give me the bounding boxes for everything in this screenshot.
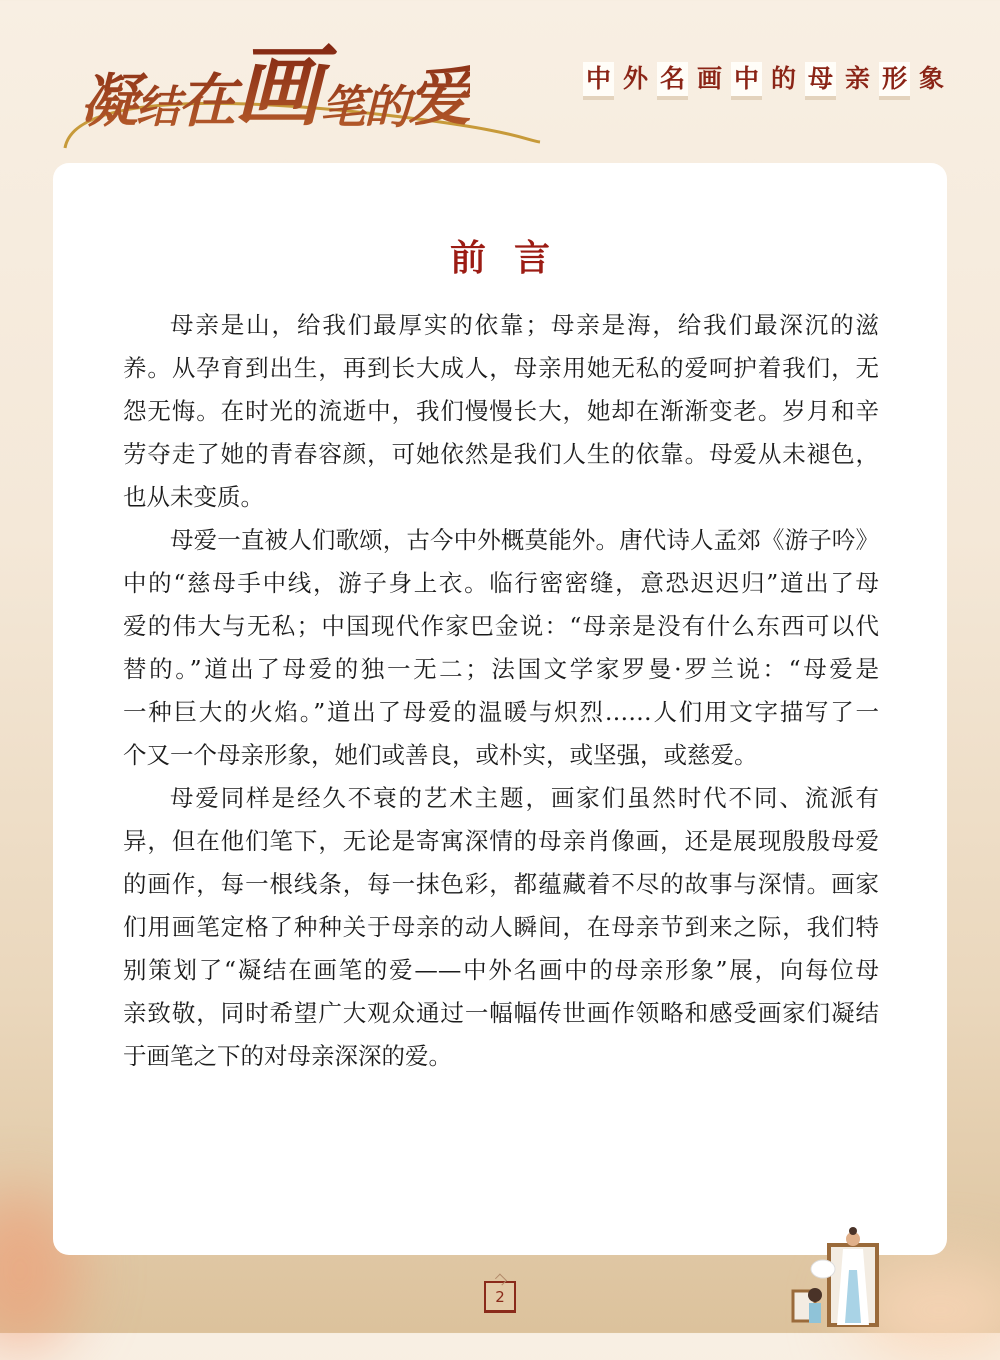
subtitle-char: 母 [805,62,836,96]
subtitle-char: 名 [657,62,688,96]
title-char: 结 [136,82,179,133]
text-line: 养。从孕育到出生，再到长大成人，母亲用她无私的爱呵护着我们，无 [123,354,879,382]
subtitle-char: 亲 [844,64,870,93]
subtitle-char: 形 [879,62,910,96]
text-line: 怨无悔。在时光的流逝中，我们慢慢长大，她却在渐渐变老。岁月和辛 [123,397,879,425]
section-heading: 前言 [449,237,578,279]
paragraph [123,304,879,519]
text-line: 母亲是山，给我们最厚实的依靠；母亲是海，给我们最深沉的滋 [170,311,879,339]
subtitle-char: 中 [583,62,614,96]
paragraph [123,777,879,1078]
text-line: 也从未变质。 [123,483,264,511]
title-char: 笔 [320,80,365,134]
page-number: 2 [484,1281,516,1313]
text-line: 异，但在他们笔下，无论是寄寓深情的母亲肖像画，还是展现殷殷母爱 [123,827,879,855]
text-line: 别策划了“凝结在画笔的爱——中外名画中的母亲形象”展，向每位母 [123,956,879,984]
text-line: 母爱同样是经久不衰的艺术主题，画家们虽然时代不同、流派有 [170,784,879,812]
text-line: 替的。”道出了母爱的独一无二；法国文学家罗曼·罗兰说：“母爱是 [123,655,879,683]
exhibition-title [80,30,471,138]
mother-child-painting-illustration [785,1225,915,1333]
text-line: 于画笔之下的对母亲深深的爱。 [123,1042,452,1070]
title-char: 凝 [80,67,137,135]
text-line: 爱的伟大与无私；中国现代作家巴金说：“母亲是没有什么东西可以代 [123,612,879,640]
subtitle-char: 中 [731,62,762,96]
text-line: 中的“慈母手中线，游子身上衣。临行密密缝，意恐迟迟归”道出了母 [123,569,879,597]
title-char: 爱 [408,60,471,135]
text-line: 母爱一直被人们歌颂，古今中外概莫能外。唐代诗人孟郊《游子吟》 [170,526,879,554]
subtitle-char: 外 [622,64,648,93]
text-line: 们用画笔定格了种种关于母亲的动人瞬间，在母亲节到来之际，我们特 [123,913,879,941]
title-char: 画 [234,34,321,138]
subtitle-char: 的 [770,64,796,93]
exhibition-subtitle [583,62,947,96]
text-line: 的画作，每一根线条，每一抹色彩，都蕴藏着不尽的故事与深情。画家 [123,870,879,898]
subtitle-char: 象 [918,64,944,93]
text-line: 亲致敬，同时希望广大观众通过一幅幅传世画作领略和感受画家们凝结 [123,999,879,1027]
text-line: 劳夺走了她的青春容颜，可她依然是我们人生的依靠。母爱从未褪色， [123,440,879,468]
preface-body [123,304,879,1078]
paragraph [123,519,879,777]
subtitle-char: 画 [696,64,722,93]
text-line: 一种巨大的火焰。”道出了母爱的温暖与炽烈……人们用文字描写了一 [123,698,879,726]
text-line: 个又一个母亲形象，她们或善良，或朴实，或坚强，或慈爱。 [123,741,758,769]
title-char: 在 [178,67,235,135]
title-char: 的 [364,80,409,134]
